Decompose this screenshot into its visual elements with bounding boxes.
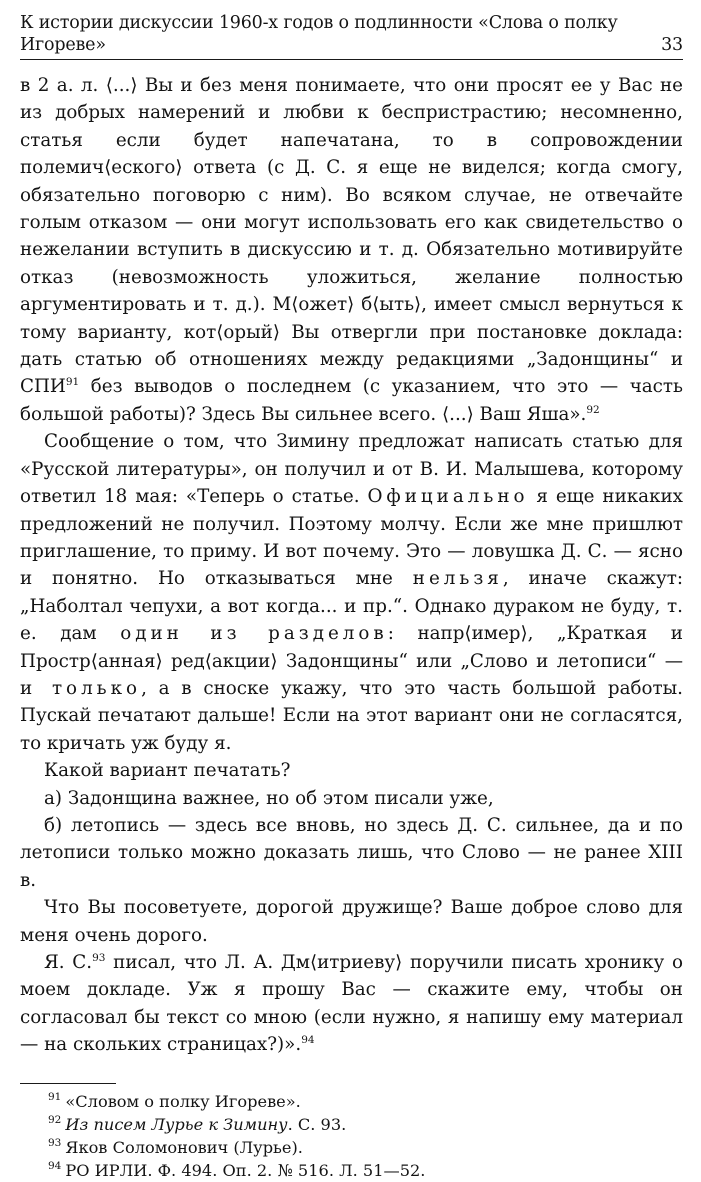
page-number: 33 <box>661 35 683 55</box>
footnote-divider <box>20 1083 116 1084</box>
spaced-emphasis: один из разделов <box>120 623 388 645</box>
spaced-emphasis: Официально <box>367 486 529 508</box>
paragraph-text: без выводов о последнем (с указанием, что это — часть большой работы)? Здесь Вы сильнее всего. ⟨...⟩ Ваш Яша». <box>20 376 683 425</box>
body-text <box>20 72 683 1059</box>
spaced-emphasis: нельзя <box>412 568 503 590</box>
paragraph-text: Я. С. <box>44 952 93 973</box>
footnote-ref-94[interactable]: 94 <box>301 1034 315 1047</box>
footnote-92 <box>20 1113 683 1136</box>
paragraph-5: б) летопись — здесь все вновь, но здесь Д. С. сильнее, да и по летописи только можно доказать лишь, что Слово — не ранее XIII в. <box>20 814 683 891</box>
paragraph-text: писал, что Л. А. Дм⟨итриеву⟩ поручили писать хронику о моем докладе. Уж я прошу Вас — скажите ему, чтобы он согласовал бы текст со мною (если нужно, я напишу ему материал — на скольких страницах?)». <box>20 952 683 1056</box>
spaced-emphasis: и только <box>20 677 142 699</box>
footnote-italic-title: Из писем Лурье к Зимину <box>65 1114 288 1134</box>
paragraph-text: , иначе скажут: „Наболтал чепухи, а вот когда... и пр.“. Однако дураком не буду, т. е. дам <box>20 568 683 645</box>
footnote-94 <box>20 1159 683 1182</box>
paragraph-6: Что Вы посоветуете, дорогой дружище? Ваше доброе слово для меня очень дорого. <box>20 897 683 946</box>
paragraph-text: в 2 а. л. ⟨...⟩ Вы и без меня понимаете, что они просят ее у Вас не из добрых намерений и любви к беспристрастию; несомненно, статья если будет напечатана, то в сопровождении полемич⟨еского⟩ ответа (с Д. С. я еще не виделся; когда смогу, обязательно поговорю с ним). Во всяком случае, не отвечайте голым отказом — они могут использовать его как свидетельство о нежелании вступить в дискуссию и т. д. Обязательно мотивируйте отказ (невозможность уложиться, желание полностью аргументировать и т. д.). М⟨ожет⟩ б⟨ыть⟩, имеет смысл вернуться к тому варианту, кот⟨орый⟩ Вы отвергли при постановке доклада: дать статью об отношениях между редакциями „Задонщины“ и СПИ <box>20 75 683 398</box>
footnote-text: . С. 93. <box>287 1114 347 1134</box>
paragraph-text: , а в сноске укажу, что это часть большой работы. Пускай печатают дальше! Если на этот вариант они не согласятся, то кричать уж буду я. <box>20 677 683 754</box>
footnote-91 <box>20 1090 683 1113</box>
footnote-text: Яков Соломонович (Лурье). <box>65 1137 303 1157</box>
paragraph-text: Сообщение о том, что Зимину предложат написать статью для «Русской литературы», он получил и от В. И. Малышева, которому ответил 18 мая: «Теперь о статье. <box>20 431 683 508</box>
footnote-number: 94 <box>48 1160 62 1173</box>
footnote-number: 92 <box>48 1114 62 1127</box>
paragraph-text: я еще никаких предложений не получил. Поэтому молчу. Если же мне пришлют приглашение, то приму. И вот почему. Это — ловушка Д. С. — ясно и понятно. Но отказываться мне <box>20 486 683 590</box>
paragraph-2 <box>20 428 683 757</box>
footnote-ref-91[interactable]: 91 <box>65 376 80 389</box>
paragraph-text: : напр⟨имер⟩, „Краткая и Простр⟨анная⟩ ред⟨акции⟩ Задонщины“ или „Слово и летописи“ — <box>20 623 683 672</box>
running-title: К истории дискуссии 1960-х годов о подлинности «Слова о полку Игореве» <box>20 13 618 55</box>
paragraph-7 <box>20 949 683 1059</box>
paragraph-3: Какой вариант печатать? <box>44 760 291 782</box>
footnote-ref-92[interactable]: 92 <box>586 403 600 416</box>
footnote-ref-93[interactable]: 93 <box>92 951 106 964</box>
footnote-text: «Словом о полку Игореве». <box>65 1091 301 1111</box>
running-head <box>20 12 683 60</box>
paragraph-4: а) Задонщина важнее, но об этом писали уже, <box>44 787 494 809</box>
footnotes <box>20 1090 683 1182</box>
footnote-number: 93 <box>48 1137 62 1150</box>
footnote-text: РО ИРЛИ. Ф. 494. Оп. 2. № 516. Л. 51—52. <box>65 1160 426 1180</box>
paragraph-1 <box>20 72 683 428</box>
footnote-93 <box>20 1136 683 1159</box>
footnote-number: 91 <box>48 1091 62 1104</box>
